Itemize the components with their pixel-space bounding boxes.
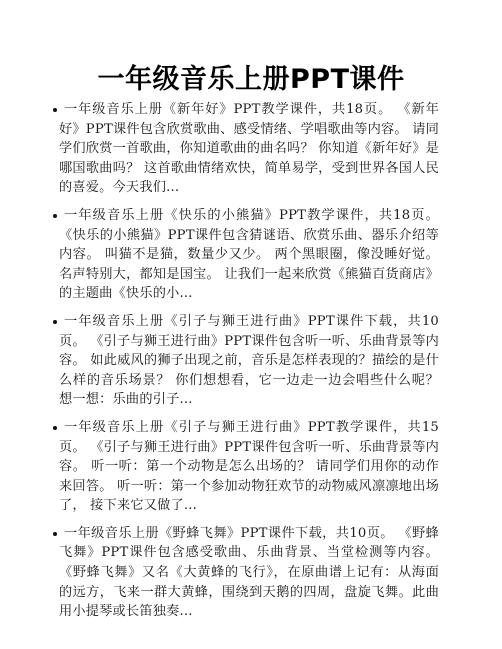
- list-item: [59, 524, 439, 622]
- list-item: [59, 206, 439, 304]
- bullet-icon: [53, 214, 57, 218]
- bullet-icon: [53, 532, 57, 536]
- list-item: [59, 100, 439, 198]
- entry-text: 一年级音乐上册《新年好》PPT教学课件，共18页。 《新年好》PPT课件包含欣赏歌曲、感受情绪、学唱歌曲等内容。 请同学们欣赏一首歌曲，你知道歌曲的曲名吗？ 你知道《新年好》是哪国歌曲吗？ 这首歌曲情绪欢快，简单易学，受到世界各国人民的喜爱。今天我们...: [59, 102, 439, 196]
- entry-text: 一年级音乐上册《快乐的小熊猫》PPT教学课件，共18页。 《快乐的小熊猫》PPT课件包含猜谜语、欣赏乐曲、器乐介绍等内容。 叫猫不是猫，数量少又少。 两个黑眼圈，像没睡好觉。 名声特别大，都知是国宝。 让我们一起来欣赏《熊猫百货商店》的主题曲《快乐的小...: [59, 207, 439, 302]
- entry-text: 一年级音乐上册《引子与狮王进行曲》PPT课件下载，共10页。 《引子与狮王进行曲》PPT课件包含听一听、乐曲背景等内容。 如此威风的狮子出现之前，音乐是怎样表现的？描绘的是什么样的音乐场景？ 你们想想看，它一边走一边会唱些什么呢？ 想一想：乐曲的引子...: [59, 313, 439, 408]
- list-item: [59, 418, 439, 516]
- bullet-icon: [53, 426, 57, 430]
- entry-text: 一年级音乐上册《引子与狮王进行曲》PPT教学课件，共15页。 《引子与狮王进行曲》PPT课件包含听一听、乐曲背景等内容。 听一听：第一个动物是怎么出场的？ 请同学们用你的动作来回答。 听一听：第一个参加动物狂欢节的动物威风凛凛地出场了， 接下来它又做了...: [59, 419, 439, 514]
- list-item: [59, 312, 439, 410]
- bullet-icon: [53, 108, 57, 112]
- entry-text: 一年级音乐上册《野蜂飞舞》PPT课件下载，共10页。 《野蜂飞舞》PPT课件包含感受歌曲、乐曲背景、当堂检测等内容。 《野蜂飞舞》又名《大黄蜂的飞行》，在原曲谱上记有：从海面的远方，飞来一群大黄蜂，围绕到天鹅的四周，盘旋飞舞。此曲用小提琴或长笛独奏...: [59, 525, 439, 620]
- page-title: 一年级音乐上册PPT课件: [97, 64, 405, 95]
- bullet-icon: [53, 320, 57, 324]
- entry-list: [59, 100, 439, 630]
